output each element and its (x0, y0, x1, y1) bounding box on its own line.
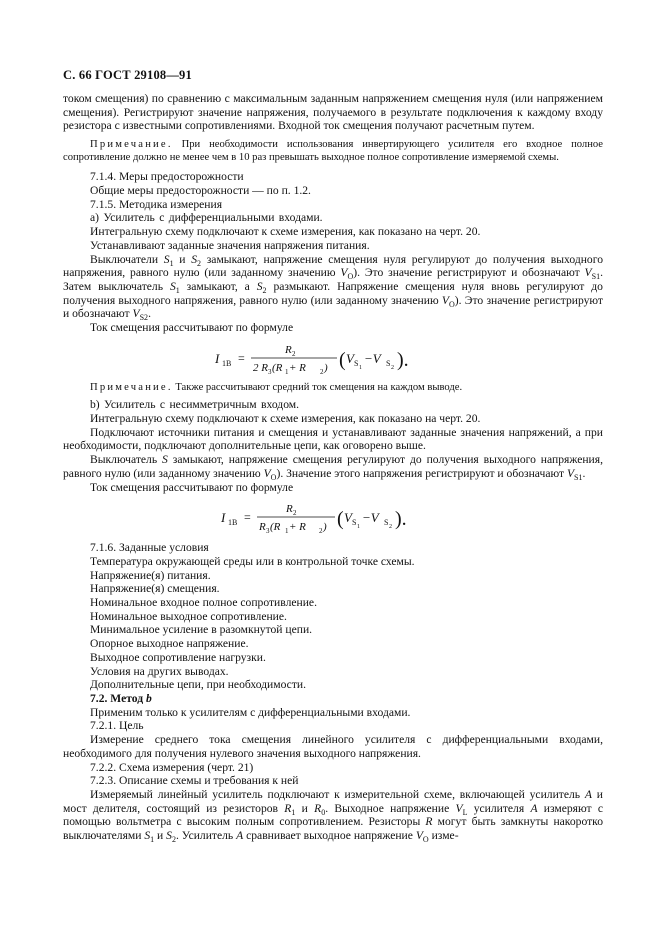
section-7-2-3-heading: 7.2.3. Описание схемы и требования к ней (90, 774, 299, 788)
formula-1-num: R (285, 343, 292, 356)
formula-1-den-r1: 1 (285, 367, 289, 376)
formula-2-den-sub: 3 (266, 527, 270, 536)
formula-2 (63, 497, 603, 537)
condition-item: Условия на других выводах. (90, 664, 229, 678)
formula-1-den-sub: 3 (268, 367, 272, 376)
formula-1-lhs-sub: 1B (222, 358, 232, 368)
note-label: Примечание. (90, 139, 173, 151)
note-label: Примечание. (90, 381, 173, 393)
condition-item: Дополнительные цепи, при необходимости. (90, 678, 306, 692)
conditions-list (63, 555, 603, 692)
formula-1 (63, 338, 603, 378)
formula-2-v2-sub: S (384, 518, 389, 528)
section-7-1-5-heading: 7.1.5. Методика измерения (90, 197, 223, 211)
condition-item: Напряжение(я) питания. (90, 568, 211, 582)
formula-2-lhs: I (221, 510, 226, 526)
formula-2-paren-left: ( (337, 508, 344, 531)
formula-1-svg (213, 338, 453, 378)
note-text: При необходимости использования инвертирующего усилителя его входное полное сопротивление должно не менее чем в 10 раз превышать выходное полное сопротивление измеряемой схемы. (63, 139, 603, 163)
formula-2-paren-right: ). (395, 508, 407, 531)
formula-2-eq: = (244, 510, 251, 525)
formula-2-den: R (259, 521, 266, 534)
condition-item: Температура окружающей среды или в контрольной точке схемы. (90, 554, 415, 568)
item-a-line-1: Интегральную схему подключают к схеме измерения, как показано на черт. 20. (90, 225, 481, 239)
formula-1-minus: −V (364, 350, 381, 366)
section-7-1-4-text: Общие меры предосторожности — по п. 1.2. (90, 184, 311, 197)
condition-item: Выходное сопротивление нагрузки. (90, 650, 266, 664)
calc-intro-2: Ток смещения рассчитывают по формуле (90, 480, 294, 494)
note-2 (63, 382, 603, 395)
formula-1-paren-right: ). (397, 348, 409, 371)
formula-2-svg (213, 497, 453, 537)
condition-item: Опорное выходное напряжение. (90, 637, 249, 651)
condition-item: Минимальное усиление в разомкнутой цепи. (90, 623, 313, 637)
formula-2-den-r1: 1 (285, 527, 289, 536)
section-7-2-heading: 7.2. Метод b (90, 691, 152, 705)
formula-1-lhs: I (215, 350, 220, 366)
formula-1-den-close: ) (324, 361, 328, 374)
condition-item: Номинальное выходное сопротивление. (90, 609, 287, 623)
formula-1-den-plus: + R (289, 361, 306, 374)
paragraph-continuation: током смещения) по сравнению с максимальным заданным напряжением смещения нуля (или напряжением смещения). Регистрируют значение напряжения, получаемого в результате подключения к каждому входу резистора с известными сопротивлениями. Входной ток смещения получают расчетным путем. (63, 92, 603, 133)
note-text: Также рассчитывают средний ток смещения на каждом выводе. (172, 381, 463, 393)
formula-1-v1: V (346, 350, 354, 366)
section-7-1-4-heading: 7.1.4. Меры предосторожности (90, 170, 244, 184)
formula-2-num-sub: 2 (293, 509, 297, 518)
formula-2-den-rest: (R (270, 521, 281, 534)
formula-2-minus: −V (362, 510, 379, 526)
formula-2-num: R (286, 503, 293, 516)
section-7-2-3-paragraph: Измеряемый линейный усилитель подключают к измерительной схеме, включающей усилитель A и мост делителя, состоящий из резисторов $R_1$ и $R_0$. Выходное напряжение $V_L$ усилителя A измеряют с помощью вольтметра с высоким полным сопротивлением. Резисторы R могут быть замкнуты накоротко выключателями $S_1$ и $S_2$. Усилитель A сравнивает выходное напряжение $V_O$ изме- (63, 787, 604, 845)
formula-1-v2-sub: S (386, 358, 391, 368)
formula-2-lhs-sub: 1B (228, 518, 238, 528)
section-7-2-1-text: Измерение среднего тока смещения линейного усилителя с дифференциальными входами, необходимого для получения нулевого значения выходного напряжения. (63, 733, 603, 760)
section-7-2-text: Применим только к усилителям с дифференциальными входами. (90, 705, 411, 719)
formula-1-paren-left: ( (339, 348, 346, 371)
formula-2-v1-subsub: 1 (357, 524, 360, 531)
formula-1-eq: = (238, 350, 245, 365)
formula-1-v2-subsub: 2 (391, 364, 394, 371)
formula-2-den-close: ) (323, 521, 327, 534)
condition-item: Номинальное входное полное сопротивление. (90, 596, 317, 610)
section-7-2-1-heading: 7.2.1. Цель (90, 719, 144, 733)
item-a-heading: а) Усилитель с дифференциальными входами. (90, 211, 323, 225)
formula-2-den-r2: 2 (319, 527, 323, 536)
item-b-line-2: Подключают источники питания и смещения и устанавливают заданные значения напряжений, а при необходимости, подключают дополнительные цепи, как оговорено выше. (63, 425, 603, 453)
formula-1-den: 2 R (253, 361, 268, 374)
formula-2-v1: V (344, 510, 352, 526)
formula-2-den-plus: + R (289, 521, 306, 534)
item-a-paragraph-3: Выключатели $S_1$ и $S_2$ замыкают, напряжение смещения нуля регулируют до получения выходного напряжения, равного нулю (или заданному значению $V_O$). Это значение регистрируют и обозначают $V_{S1}$. Затем выключатель $S_1$ замыкают, а $S_2$ размыкают. Напряжение смещения нуля вновь регулируют до получения выходного напряжения, равного нулю (или заданному значению $V_O$). Это значение регистрируют и обозначают $V_{S2}$. (63, 252, 603, 323)
section-7-2-2-heading: 7.2.2. Схема измерения (черт. 21) (90, 760, 254, 774)
condition-item: Напряжение(я) смещения. (90, 582, 220, 596)
formula-1-v1-subsub: 1 (359, 364, 362, 371)
calc-intro-1: Ток смещения рассчитывают по формуле (90, 321, 294, 335)
document-body (63, 92, 603, 843)
formula-1-num-sub: 2 (292, 349, 296, 358)
formula-1-den-rest: (R (272, 361, 283, 374)
formula-2-v2-subsub: 2 (389, 524, 392, 531)
formula-2-v1-sub: S (352, 518, 357, 528)
item-b-paragraph-3: Выключатель S замыкают, напряжение смещения регулируют до получения выходного напряжения, равного нулю (или заданному значению $V_O$). Значение этого напряжения регистрируют и обозначают $V_{S1}$. (63, 453, 603, 482)
formula-1-den-r2: 2 (320, 367, 324, 376)
formula-1-v1-sub: S (354, 358, 359, 368)
item-b-heading: b) Усилитель с несимметричным входом. (90, 398, 300, 412)
note-1 (63, 139, 603, 164)
page-header: С. 66 ГОСТ 29108—91 (63, 68, 192, 82)
section-7-1-6-heading: 7.1.6. Заданные условия (90, 541, 209, 555)
item-b-line-1: Интегральную схему подключают к схеме измерения, как показано на черт. 20. (90, 412, 481, 426)
item-a-line-2: Устанавливают заданные значения напряжения питания. (90, 238, 370, 252)
